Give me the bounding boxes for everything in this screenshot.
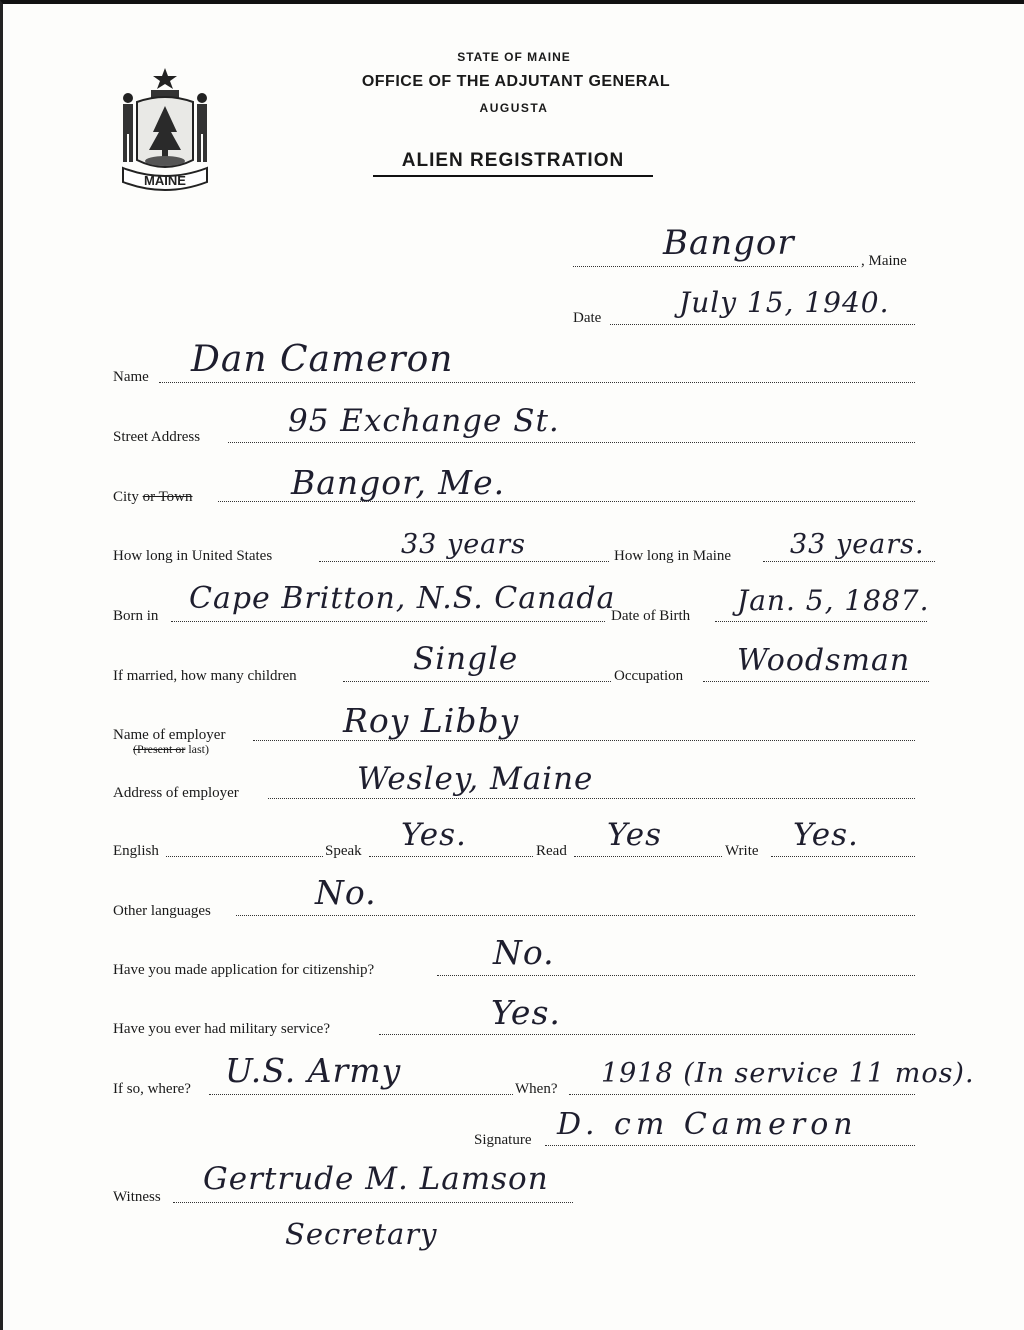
signature-value: D. cm Cameron — [557, 1107, 858, 1142]
name-value: Dan Cameron — [191, 339, 454, 380]
military-label: Have you ever had military service? — [113, 1021, 330, 1037]
header-office: OFFICE OF THE ADJUTANT GENERAL — [361, 73, 671, 90]
signature-label: Signature — [474, 1132, 532, 1148]
us-long-value: 33 years — [401, 529, 527, 560]
city-label-town: or Town — [142, 489, 193, 505]
speak-value: Yes. — [401, 817, 467, 853]
maine-long-value: 33 years. — [790, 529, 925, 560]
other-languages-label: Other languages — [113, 903, 211, 919]
when-label: When? — [515, 1081, 558, 1097]
occupation-value: Woodsman — [737, 643, 911, 678]
dob-value: Jan. 5, 1887. — [737, 584, 930, 617]
street-label: Street Address — [113, 429, 201, 445]
date-label: Date — [573, 310, 602, 326]
citizenship-label: Have you made application for citizenship? — [113, 962, 375, 978]
employer-address-label: Address of employer — [113, 785, 239, 801]
write-value: Yes. — [793, 817, 859, 853]
employer-address-value: Wesley, Maine — [357, 761, 594, 797]
maine-long-label: How long in Maine — [614, 548, 732, 564]
military-value: Yes. — [491, 993, 561, 1032]
dob-label: Date of Birth — [611, 608, 691, 624]
english-label: English — [113, 843, 159, 859]
name-label: Name — [113, 369, 149, 385]
city-value: Bangor, Me. — [291, 463, 506, 502]
when-value: 1918 (In service 11 mos). — [601, 1058, 975, 1089]
witness-value: Gertrude M. Lamson — [203, 1161, 549, 1197]
speak-label: Speak — [325, 843, 362, 859]
city-label — [113, 490, 193, 505]
write-label: Write — [725, 843, 759, 859]
employer-sublabel — [133, 743, 209, 755]
header-state: STATE OF MAINE — [457, 50, 571, 64]
header-city: AUGUSTA — [479, 101, 549, 115]
street-value: 95 Exchange St. — [288, 403, 560, 439]
employer-value: Roy Libby — [343, 701, 520, 740]
employer-sublabel-last: last) — [188, 742, 209, 756]
city-label-city: City — [113, 489, 139, 505]
born-in-value: Cape Britton, N.S. Canada — [189, 581, 616, 616]
employer-sublabel-present: (Present or — [133, 742, 186, 756]
occupation-label: Occupation — [614, 668, 684, 684]
title-underline — [373, 175, 653, 177]
maine-label: , Maine — [861, 253, 907, 269]
married-label: If married, how many children — [113, 668, 297, 684]
town-value: Bangor — [663, 223, 795, 263]
citizenship-value: No. — [493, 933, 555, 972]
other-languages-value: No. — [315, 873, 377, 912]
witness-label: Witness — [113, 1189, 161, 1205]
state-seal-icon — [115, 62, 227, 194]
born-in-label: Born in — [113, 608, 159, 624]
seal-motto: MAINE — [144, 173, 186, 188]
date-value: July 15, 1940. — [679, 286, 890, 319]
witness-title: Secretary — [285, 1217, 438, 1251]
us-long-label: How long in United States — [113, 548, 273, 564]
read-label: Read — [536, 843, 567, 859]
where-label: If so, where? — [113, 1081, 191, 1097]
children-value: Single — [413, 641, 519, 677]
employer-label: Name of employer — [113, 727, 226, 743]
where-value: U.S. Army — [225, 1051, 402, 1090]
form-title: ALIEN REGISTRATION — [401, 150, 625, 171]
read-value: Yes — [607, 817, 663, 853]
